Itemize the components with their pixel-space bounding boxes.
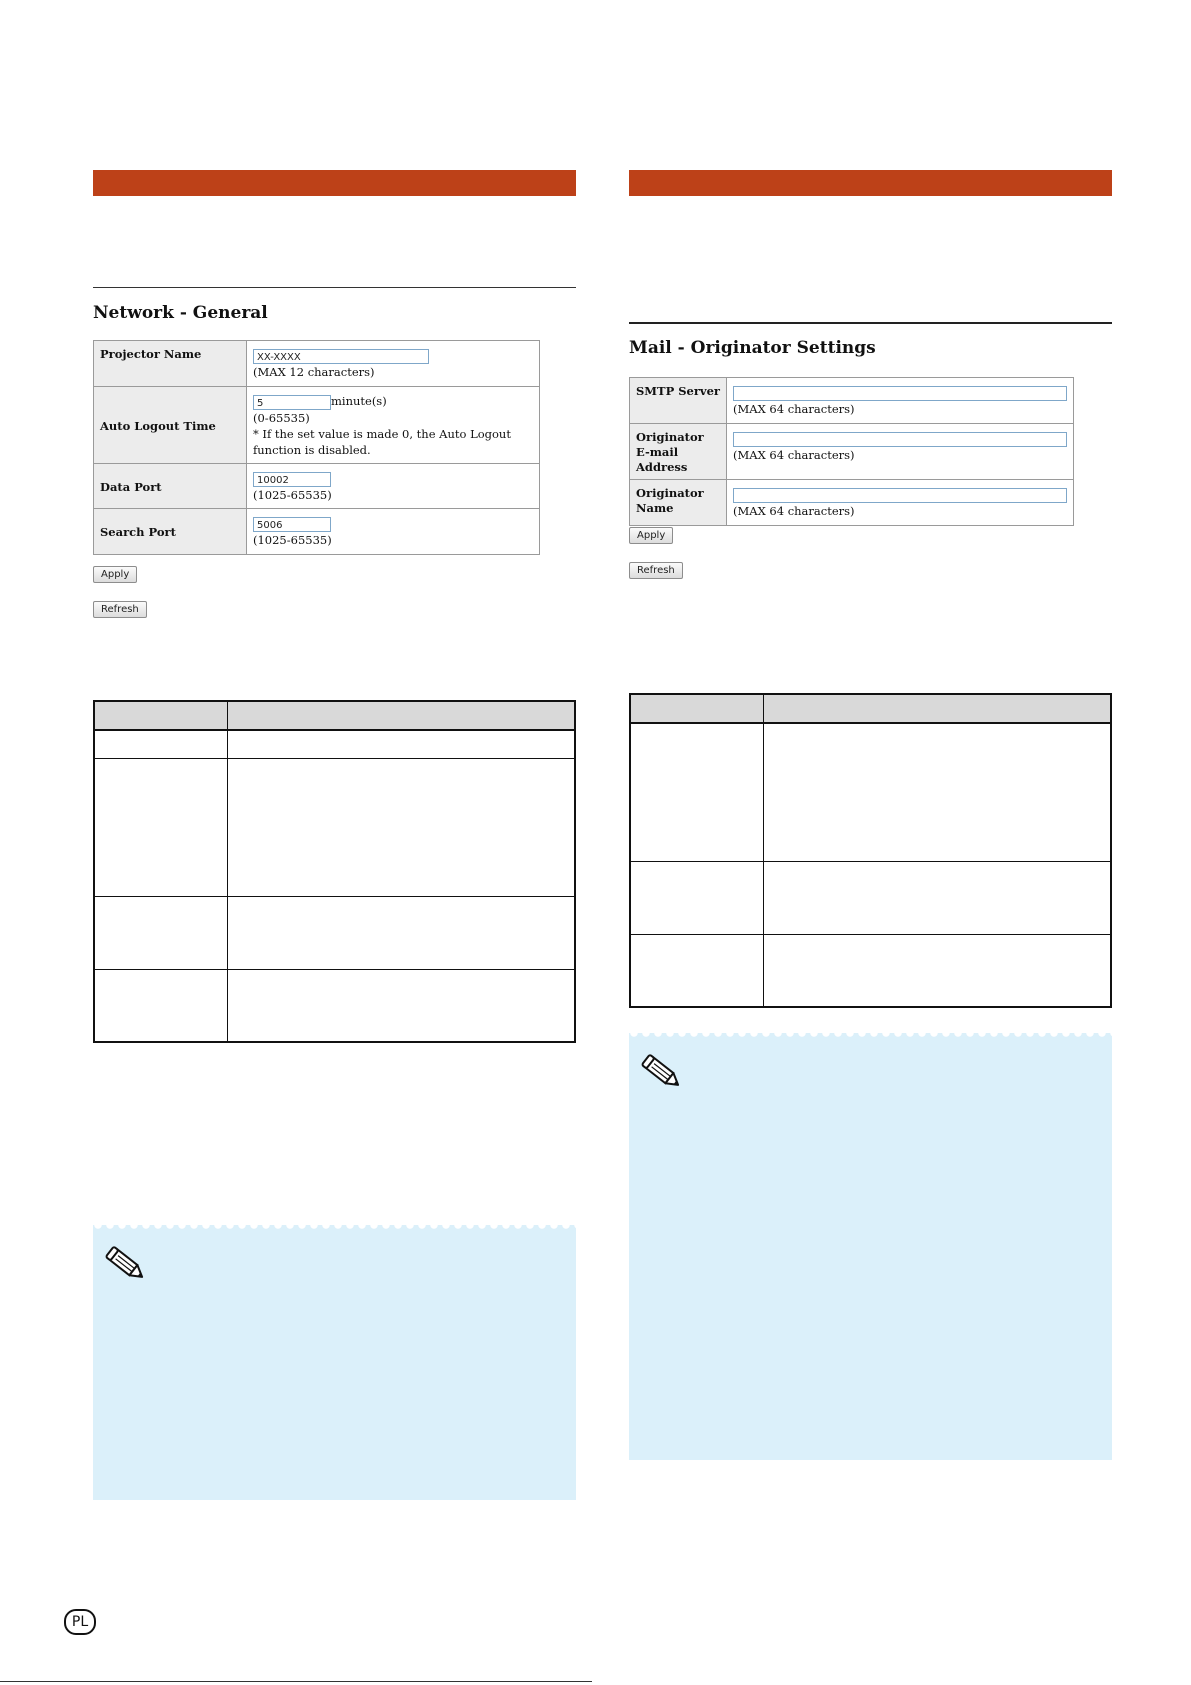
- originator-name-hint: (MAX 64 characters): [733, 503, 855, 518]
- originator-email-input[interactable]: [733, 432, 1067, 447]
- originator-name-input[interactable]: [733, 488, 1067, 503]
- data-port-hint: (1025-65535): [253, 487, 332, 502]
- originator-email-label: Originator E-mail Address: [630, 424, 727, 480]
- auto-logout-input[interactable]: 5: [253, 395, 331, 410]
- left-table-header-1: [94, 701, 228, 730]
- auto-logout-note: * If the set value is made 0, the Auto Logout function is disabled.: [253, 426, 511, 457]
- pencil-icon: [103, 1245, 149, 1285]
- right-refresh-button[interactable]: Refresh: [629, 562, 683, 579]
- data-port-label: Data Port: [94, 464, 247, 509]
- table-row: [94, 730, 228, 758]
- right-description-table: [629, 693, 1112, 1008]
- left-title-rule: [93, 287, 576, 288]
- projector-name-hint: (MAX 12 characters): [253, 364, 375, 379]
- right-apply-button[interactable]: Apply: [629, 527, 673, 544]
- smtp-server-hint: (MAX 64 characters): [733, 401, 855, 416]
- auto-logout-unit: minute(s): [331, 394, 387, 408]
- left-note-box: [93, 1225, 576, 1500]
- search-port-label: Search Port: [94, 509, 247, 555]
- originator-name-label: Originator Name: [630, 480, 727, 526]
- left-section-bar: [93, 170, 576, 196]
- left-refresh-button[interactable]: Refresh: [93, 601, 147, 618]
- table-row: [630, 934, 764, 1007]
- table-row: [94, 896, 228, 969]
- auto-logout-label: Auto Logout Time: [94, 387, 247, 464]
- language-badge: PL: [64, 1609, 96, 1635]
- originator-email-hint: (MAX 64 characters): [733, 447, 855, 462]
- right-table-header-1: [630, 694, 764, 723]
- left-table-header-2: [228, 701, 576, 730]
- smtp-server-input[interactable]: [733, 386, 1067, 401]
- left-description-table: [93, 700, 576, 1043]
- pencil-icon: [639, 1053, 685, 1093]
- search-port-input[interactable]: 5006: [253, 517, 331, 532]
- right-section-bar: [629, 170, 1112, 196]
- projector-name-input[interactable]: XX-XXXX: [253, 349, 429, 364]
- network-general-form: [93, 340, 540, 555]
- right-table-header-2: [764, 694, 1112, 723]
- projector-name-label: Projector Name: [94, 341, 247, 387]
- mail-originator-form: [629, 377, 1074, 526]
- mail-originator-title: Mail - Originator Settings: [629, 338, 876, 358]
- left-apply-button[interactable]: Apply: [93, 566, 137, 583]
- data-port-input[interactable]: 10002: [253, 472, 331, 487]
- table-row: [94, 969, 228, 1042]
- footer-rule: [0, 1681, 592, 1682]
- search-port-hint: (1025-65535): [253, 532, 332, 547]
- network-general-title: Network - General: [93, 303, 268, 323]
- smtp-server-label: SMTP Server: [630, 378, 727, 424]
- right-note-box: [629, 1033, 1112, 1460]
- auto-logout-hint: (0-65535): [253, 410, 310, 425]
- table-row: [630, 723, 764, 861]
- right-title-rule: [629, 322, 1112, 324]
- table-row: [94, 758, 228, 896]
- table-row: [630, 861, 764, 934]
